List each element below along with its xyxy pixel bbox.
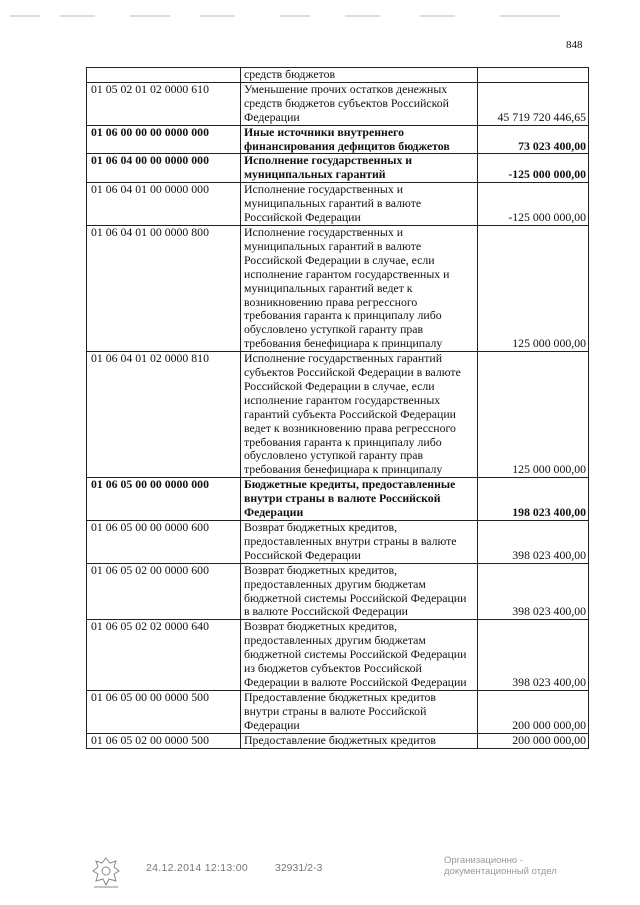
table-row: [87, 620, 589, 691]
page-number: 848: [566, 39, 583, 51]
description-cell: Возврат бюджетных кредитов, предоставленных внутри страны в валюте Российской Федерации: [241, 521, 478, 564]
amount-cell: -125 000 000,00: [478, 183, 589, 226]
amount-cell: 398 023 400,00: [478, 620, 589, 691]
table-row: [87, 125, 589, 154]
code-cell: 01 06 04 01 00 0000 000: [87, 183, 241, 226]
description-cell: Исполнение государственных гарантий субъектов Российской Федерации в валюте Российской Федерации в случае, если исполнение гарантом государственных гарантий субъекта Российской Федерации ведет к возникновению права регрессного требования гаранта к принципалу либо обусловлено уступкой гаранту прав требования бенефициара к принципалу: [241, 352, 478, 478]
amount-cell: 398 023 400,00: [478, 563, 589, 620]
description-cell: Предоставление бюджетных кредитов внутри страны в валюте Российской Федерации: [241, 690, 478, 733]
code-cell: 01 06 05 00 00 0000 500: [87, 690, 241, 733]
description-cell: Исполнение государственных и муниципальных гарантий: [241, 154, 478, 183]
description-cell: Бюджетные кредиты, предоставленные внутри страны в валюте Российской Федерации: [241, 478, 478, 521]
amount-cell: 125 000 000,00: [478, 352, 589, 478]
department-line-1: Организационно -: [444, 855, 524, 866]
amount-cell: [478, 68, 589, 83]
registration-timestamp: 24.12.2014 12:13:00: [146, 862, 249, 874]
description-cell: Иные источники внутреннего финансирования дефицитов бюджетов: [241, 125, 478, 154]
table-row: [87, 563, 589, 620]
amount-cell: 45 719 720 446,65: [478, 82, 589, 125]
table-row: [87, 82, 589, 125]
amount-cell: 125 000 000,00: [478, 225, 589, 351]
amount-cell: 200 000 000,00: [478, 690, 589, 733]
description-cell: Исполнение государственных и муниципальных гарантий в валюте Российской Федерации: [241, 183, 478, 226]
amount-cell: -125 000 000,00: [478, 154, 589, 183]
sources-table: [86, 67, 589, 749]
amount-cell: 198 023 400,00: [478, 478, 589, 521]
code-cell: 01 06 05 02 00 0000 600: [87, 563, 241, 620]
code-cell: [87, 68, 241, 83]
document-footer: [0, 854, 640, 894]
table-row: [87, 690, 589, 733]
scan-top-marks: [0, 6, 640, 12]
table-row: [87, 225, 589, 351]
table-row: [87, 352, 589, 478]
table-row: [87, 154, 589, 183]
code-cell: 01 06 04 01 02 0000 810: [87, 352, 241, 478]
code-cell: 01 05 02 01 02 0000 610: [87, 82, 241, 125]
description-cell: Исполнение государственных и муниципальных гарантий в валюте Российской Федерации в случае, если исполнение гарантом государственных и муниципальных гарантий ведет к возникновению права регрессного требования гаранта к принципалу либо обусловлено уступкой гаранту прав требования бенефициара к принципалу: [241, 225, 478, 351]
code-cell: 01 06 05 00 00 0000 600: [87, 521, 241, 564]
description-cell: средств бюджетов: [241, 68, 478, 83]
state-emblem-icon: [88, 854, 124, 890]
description-cell: Предоставление бюджетных кредитов: [241, 733, 478, 748]
code-cell: 01 06 05 02 02 0000 640: [87, 620, 241, 691]
department-line-2: документационный отдел: [444, 866, 557, 877]
code-cell: 01 06 04 01 00 0000 800: [87, 225, 241, 351]
description-cell: Уменьшение прочих остатков денежных средств бюджетов субъектов Российской Федерации: [241, 82, 478, 125]
description-cell: Возврат бюджетных кредитов, предоставленных другим бюджетам бюджетной системы Российской Федерации из бюджетов субъектов Российской Федерации в валюте Российской Федерации: [241, 620, 478, 691]
code-cell: 01 06 04 00 00 0000 000: [87, 154, 241, 183]
table-row: [87, 733, 589, 748]
amount-cell: 73 023 400,00: [478, 125, 589, 154]
description-cell: Возврат бюджетных кредитов, предоставленных другим бюджетам бюджетной системы Российской Федерации в валюте Российской Федерации: [241, 563, 478, 620]
code-cell: 01 06 00 00 00 0000 000: [87, 125, 241, 154]
table-row: [87, 183, 589, 226]
code-cell: 01 06 05 00 00 0000 000: [87, 478, 241, 521]
amount-cell: 398 023 400,00: [478, 521, 589, 564]
amount-cell: 200 000 000,00: [478, 733, 589, 748]
department-stamp: [444, 855, 584, 877]
table-row: [87, 68, 589, 83]
table-row: [87, 478, 589, 521]
table-row: [87, 521, 589, 564]
code-cell: 01 06 05 02 00 0000 500: [87, 733, 241, 748]
registration-number: 32931/2-3: [275, 862, 323, 874]
